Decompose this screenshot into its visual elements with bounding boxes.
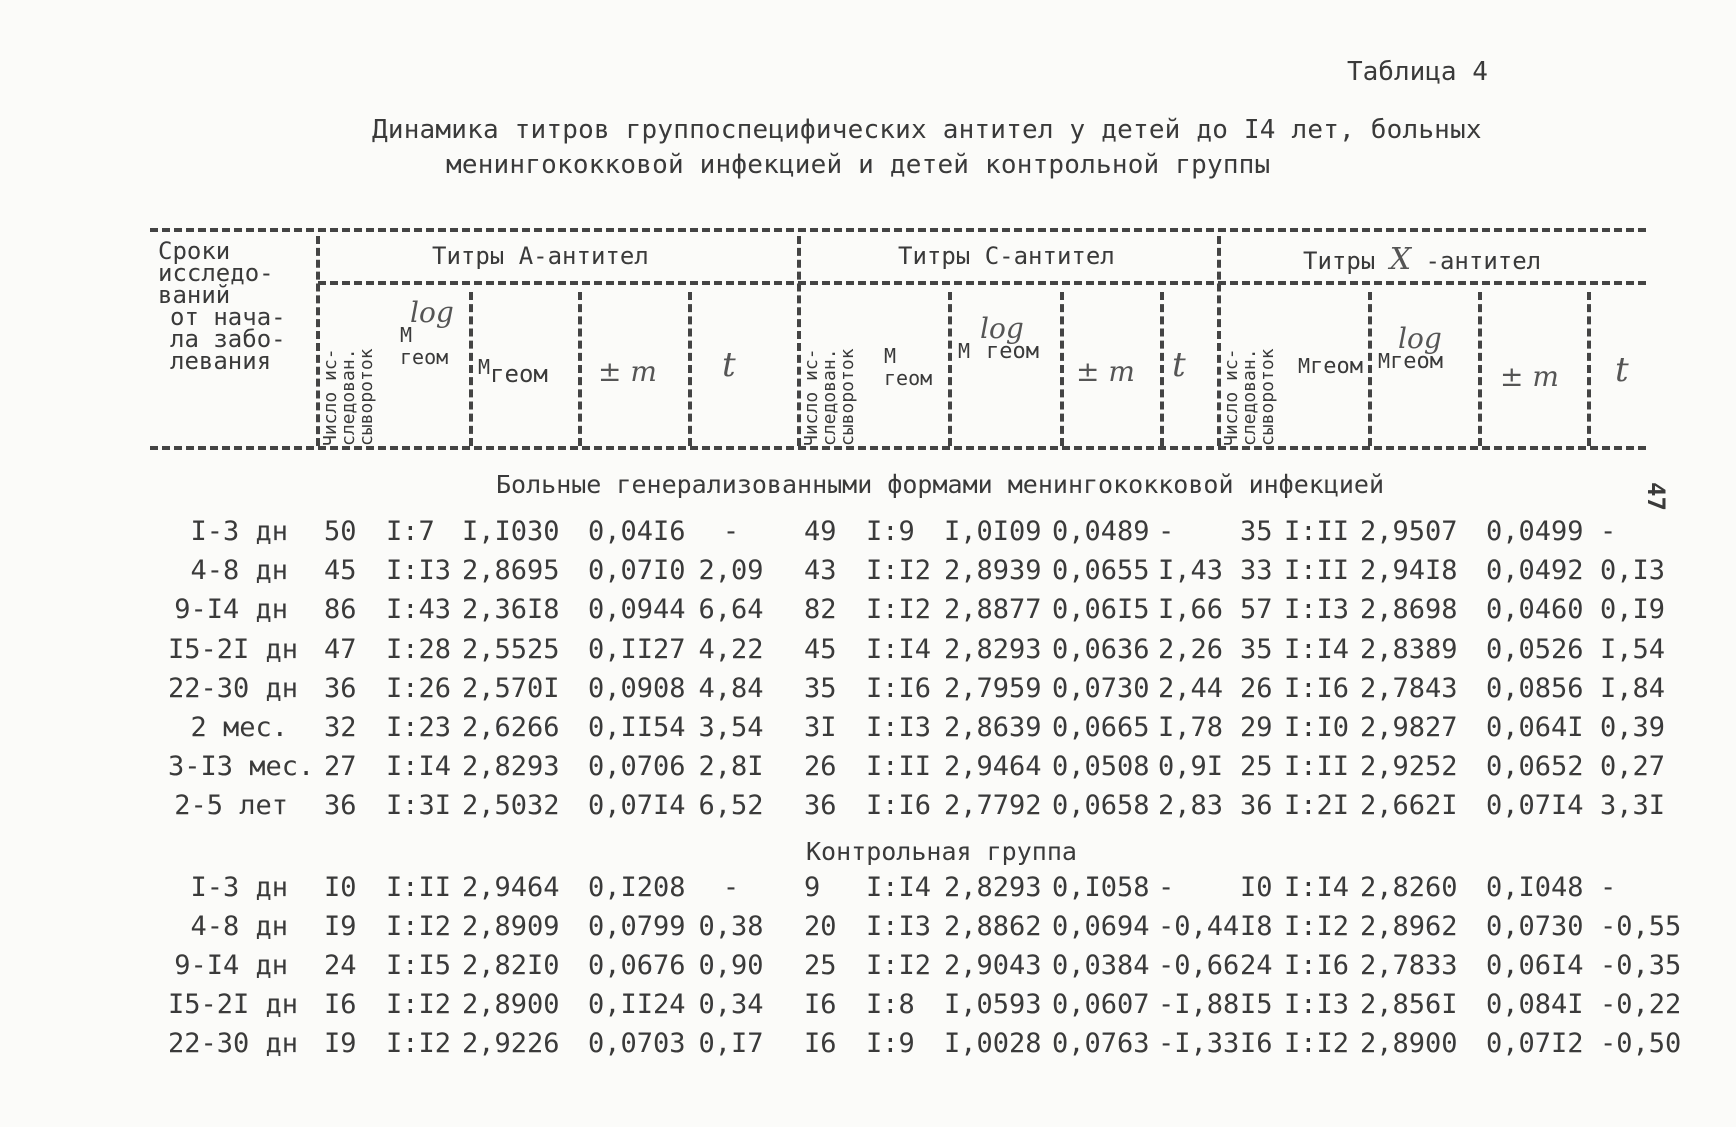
cell-c-pm: 0,0384 xyxy=(1052,950,1150,981)
patients-table-row xyxy=(0,790,1736,828)
cell-c-pm: 0,0508 xyxy=(1052,751,1150,783)
cell-c-pm: 0,I058 xyxy=(1052,872,1150,903)
cell-x-pm: 0,0652 xyxy=(1486,751,1584,783)
cell-term: 3-I3 мес. xyxy=(168,751,315,783)
term-header xyxy=(158,237,286,375)
count-header-x: Число ис- следован. сывороток xyxy=(1221,348,1278,446)
cell-c-m: I:I6 xyxy=(866,790,932,822)
cell-x-log: 2,8389 xyxy=(1360,633,1458,665)
cell-x-n: 35 xyxy=(1240,633,1273,665)
cell-a-pm: 0,0706 xyxy=(588,751,686,783)
cell-c-pm: 0,0665 xyxy=(1052,712,1150,743)
cell-term: 22-30 дн xyxy=(168,672,299,704)
cell-x-n: I8 xyxy=(1240,911,1273,942)
term-header-line: ваний xyxy=(158,281,231,309)
cell-c-pm: 0,0763 xyxy=(1052,1028,1150,1059)
column-separator xyxy=(1368,292,1372,446)
cell-a-m: I:I3 xyxy=(386,555,452,587)
cell-a-log: 2,8695 xyxy=(462,555,560,587)
cell-x-n: I0 xyxy=(1240,872,1273,903)
cell-a-n: 27 xyxy=(324,751,357,783)
cell-x-pm: 0,0526 xyxy=(1486,633,1584,665)
column-separator xyxy=(578,292,582,446)
cell-a-n: 24 xyxy=(324,950,357,981)
cell-x-m: I:I2 xyxy=(1284,911,1350,942)
cell-a-t: 0,38 xyxy=(698,911,764,942)
cell-x-n: 35 xyxy=(1240,516,1273,547)
m-label: M xyxy=(1298,354,1311,378)
cell-c-m: I:I4 xyxy=(866,633,932,665)
patients-table-row xyxy=(0,516,1736,554)
cell-c-t: - xyxy=(1158,872,1175,903)
cell-x-n: 36 xyxy=(1240,790,1273,822)
cell-c-n: 82 xyxy=(804,594,837,626)
cell-c-pm: 0,0658 xyxy=(1052,790,1150,822)
cell-c-log: 2,8877 xyxy=(944,594,1042,626)
cell-term: 9-I4 дн xyxy=(174,594,288,626)
cell-x-log: 2,8698 xyxy=(1360,594,1458,626)
cell-a-t: 4,22 xyxy=(698,633,764,665)
cell-c-n: 3I xyxy=(804,712,837,743)
geom-label: геом xyxy=(400,345,449,369)
cell-x-log: 2,8260 xyxy=(1360,872,1458,903)
cell-a-log: 2,82I0 xyxy=(462,950,560,981)
cell-x-pm: 0,06I4 xyxy=(1486,950,1584,981)
cell-a-m: I:3I xyxy=(386,790,452,822)
cell-a-log: 2,8293 xyxy=(462,751,560,783)
cell-c-log: 2,8939 xyxy=(944,555,1042,587)
cell-a-m: I:23 xyxy=(386,712,452,743)
cell-x-m: I:I2 xyxy=(1284,1028,1350,1059)
cell-a-t: 2,8I xyxy=(698,751,764,783)
m-label: M xyxy=(400,323,413,347)
cell-a-m: I:I2 xyxy=(386,989,452,1020)
cell-c-pm: 0,0730 xyxy=(1052,672,1150,704)
cell-c-n: 9 xyxy=(804,872,821,903)
cell-x-pm: 0,I048 xyxy=(1486,872,1584,903)
cell-a-n: I9 xyxy=(324,911,357,942)
cell-x-n: I5 xyxy=(1240,989,1273,1020)
geom-label: геом xyxy=(1310,354,1364,379)
cell-a-pm: 0,04I6 xyxy=(588,516,686,547)
column-separator xyxy=(948,292,952,446)
cell-a-t: - xyxy=(722,516,740,547)
cell-x-pm: 0,0492 xyxy=(1486,555,1584,587)
pm-header-c: ± m xyxy=(1076,355,1135,388)
cell-c-t: I,78 xyxy=(1158,712,1224,743)
table-title-line1: Динамика титров группоспецифических антител у детей до I4 лет, больных xyxy=(372,115,1482,145)
cell-c-log: 2,7792 xyxy=(944,790,1042,822)
cell-a-log: 2,9226 xyxy=(462,1028,560,1059)
cell-a-n: 45 xyxy=(324,555,357,587)
cell-x-m: I:I6 xyxy=(1284,672,1350,704)
cell-x-log: 2,9507 xyxy=(1360,516,1458,547)
term-header-line: от нача- xyxy=(170,303,286,331)
cell-c-pm: 0,06I5 xyxy=(1052,594,1150,626)
cell-x-log: 2,8962 xyxy=(1360,911,1458,942)
cell-c-t: -0,66 xyxy=(1158,950,1240,981)
cell-c-t: I,66 xyxy=(1158,594,1224,626)
column-separator xyxy=(1060,292,1064,446)
t-header-x: t xyxy=(1615,350,1629,390)
cell-c-pm: 0,0694 xyxy=(1052,911,1150,942)
cell-c-t: I,43 xyxy=(1158,555,1224,587)
cell-c-pm: 0,0489 xyxy=(1052,516,1150,547)
cell-c-n: 25 xyxy=(804,950,837,981)
cell-x-pm: 0,064I xyxy=(1486,712,1584,743)
term-header-line: Сроки xyxy=(158,237,231,265)
cell-x-t: 0,27 xyxy=(1600,751,1666,783)
cell-a-pm: 0,0676 xyxy=(588,950,686,981)
table-caption: Таблица 4 xyxy=(1347,57,1488,87)
cell-a-pm: 0,II27 xyxy=(588,633,686,665)
cell-x-m: I:2I xyxy=(1284,790,1350,822)
cell-c-t: -I,33 xyxy=(1158,1028,1240,1059)
cell-x-m: I:I0 xyxy=(1284,712,1350,743)
header-top-rule xyxy=(150,228,1646,232)
cell-c-m: I:I2 xyxy=(866,950,932,981)
cell-a-pm: 0,0908 xyxy=(588,672,686,704)
cell-x-log: 2,9252 xyxy=(1360,751,1458,783)
cell-c-log: I,0028 xyxy=(944,1028,1042,1059)
cell-c-n: 49 xyxy=(804,516,837,547)
cell-x-m: I:II xyxy=(1284,751,1350,783)
cell-a-log: 2,8909 xyxy=(462,911,560,942)
cell-x-t: - xyxy=(1600,872,1617,903)
cell-a-pm: 0,II24 xyxy=(588,989,686,1020)
cell-a-pm: 0,0944 xyxy=(588,594,686,626)
group-header-a: Титры А-антител xyxy=(432,242,649,270)
cell-c-pm: 0,0607 xyxy=(1052,989,1150,1020)
cell-a-t: 4,84 xyxy=(698,672,764,704)
cell-c-n: 35 xyxy=(804,672,837,704)
cell-x-log: 2,662I xyxy=(1360,790,1458,822)
header-bottom-rule xyxy=(150,446,1646,450)
m-label: M xyxy=(478,355,491,379)
cell-a-pm: 0,II54 xyxy=(588,712,686,743)
cell-a-log: 2,9464 xyxy=(462,872,560,903)
cell-a-m: I:I2 xyxy=(386,1028,452,1059)
cell-c-n: 20 xyxy=(804,911,837,942)
cell-x-m: I:I4 xyxy=(1284,633,1350,665)
cell-x-pm: 0,07I4 xyxy=(1486,790,1584,822)
cell-c-n: I6 xyxy=(804,1028,837,1059)
cell-c-n: 45 xyxy=(804,633,837,665)
control-table-row xyxy=(0,1028,1736,1066)
cell-a-m: I:26 xyxy=(386,672,452,704)
cell-c-t: -I,88 xyxy=(1158,989,1240,1020)
group-header-x xyxy=(1303,242,1541,277)
patients-table-row xyxy=(0,555,1736,593)
cell-x-t: 0,I9 xyxy=(1600,594,1666,626)
geom-label: геом xyxy=(490,360,548,388)
cell-x-log: 2,8900 xyxy=(1360,1028,1458,1059)
t-header-c: t xyxy=(1172,345,1186,385)
cell-x-t: 0,39 xyxy=(1600,712,1666,743)
cell-c-t: 2,44 xyxy=(1158,672,1224,704)
cell-term: I5-2I дн xyxy=(168,633,299,665)
cell-x-t: -0,35 xyxy=(1600,950,1682,981)
cell-c-log: 2,7959 xyxy=(944,672,1042,704)
cell-x-log: 2,94I8 xyxy=(1360,555,1458,587)
cell-c-log: 2,8862 xyxy=(944,911,1042,942)
cell-x-t: I,54 xyxy=(1600,633,1666,665)
cell-c-m: I:I3 xyxy=(866,712,932,743)
column-separator xyxy=(1587,292,1591,446)
header-group-rule xyxy=(318,281,1646,285)
cell-a-n: I6 xyxy=(324,989,357,1020)
control-table-row xyxy=(0,911,1736,949)
log-label: log xyxy=(980,312,1024,345)
cell-c-t: - xyxy=(1158,516,1175,547)
cell-a-log: 2,5032 xyxy=(462,790,560,822)
cell-x-m: I:I3 xyxy=(1284,594,1350,626)
control-table-row xyxy=(0,950,1736,988)
geom-label: геом xyxy=(1390,349,1444,374)
cell-a-n: 86 xyxy=(324,594,357,626)
cell-term: 2 мес. xyxy=(190,712,288,743)
cell-x-pm: 0,0499 xyxy=(1486,516,1584,547)
cell-a-n: 47 xyxy=(324,633,357,665)
cell-x-n: 33 xyxy=(1240,555,1273,587)
cell-a-t: 6,64 xyxy=(698,594,764,626)
cell-x-n: 24 xyxy=(1240,950,1273,981)
cell-c-m: I:8 xyxy=(866,989,915,1020)
cell-term: 4-8 дн xyxy=(190,555,288,587)
cell-x-log: 2,856I xyxy=(1360,989,1458,1020)
group-header-x-suffix: -антител xyxy=(1425,247,1542,275)
cell-c-n: 43 xyxy=(804,555,837,587)
cell-x-pm: 0,084I xyxy=(1486,989,1584,1020)
cell-x-t: I,84 xyxy=(1600,672,1666,704)
log-mgeom-header-c xyxy=(958,312,1040,364)
cell-x-t: -0,22 xyxy=(1600,989,1682,1020)
patients-table-row xyxy=(0,751,1736,789)
cell-term: 4-8 дн xyxy=(190,911,288,942)
cell-c-log: 2,8293 xyxy=(944,872,1042,903)
cell-a-pm: 0,0703 xyxy=(588,1028,686,1059)
cell-a-m: I:I4 xyxy=(386,751,452,783)
cell-c-t: 2,26 xyxy=(1158,633,1224,665)
cell-x-m: I:I3 xyxy=(1284,989,1350,1020)
log-label: log xyxy=(410,296,454,329)
page-number: 47 xyxy=(1642,482,1670,511)
cell-x-t: 3,3I xyxy=(1600,790,1666,822)
cell-c-m: I:I2 xyxy=(866,594,932,626)
cell-a-log: 2,570I xyxy=(462,672,560,704)
log-label: log xyxy=(1398,322,1442,355)
geom-label: геом xyxy=(884,366,933,390)
cell-x-n: 25 xyxy=(1240,751,1273,783)
cell-x-log: 2,9827 xyxy=(1360,712,1458,743)
cell-a-pm: 0,0799 xyxy=(588,911,686,942)
cell-a-n: I0 xyxy=(324,872,357,903)
mgeom-header-a xyxy=(478,355,548,388)
section-heading-control: Контрольная группа xyxy=(806,837,1077,866)
cell-term: I-3 дн xyxy=(190,516,288,547)
cell-a-m: I:43 xyxy=(386,594,452,626)
cell-c-log: 2,8293 xyxy=(944,633,1042,665)
cell-x-pm: 0,07I2 xyxy=(1486,1028,1584,1059)
control-table-row xyxy=(0,989,1736,1027)
cell-term: 22-30 дн xyxy=(168,1028,299,1059)
cell-x-m: I:II xyxy=(1284,555,1350,587)
cell-x-log: 2,7833 xyxy=(1360,950,1458,981)
pm-header-x: ± m xyxy=(1500,360,1559,393)
column-separator xyxy=(688,292,692,446)
cell-a-m: I:28 xyxy=(386,633,452,665)
geom-label: геом xyxy=(986,339,1040,364)
control-table-row xyxy=(0,872,1736,910)
cell-x-m: I:I4 xyxy=(1284,872,1350,903)
term-header-line: исследо- xyxy=(158,259,274,287)
cell-a-m: I:II xyxy=(386,872,452,903)
column-separator xyxy=(1478,292,1482,446)
cell-term: 9-I4 дн xyxy=(174,950,288,981)
cell-a-t: 0,34 xyxy=(698,989,764,1020)
cell-a-n: I9 xyxy=(324,1028,357,1059)
cell-a-pm: 0,07I0 xyxy=(588,555,686,587)
cell-c-log: 2,8639 xyxy=(944,712,1042,743)
group-header-c: Титры С-антител xyxy=(898,242,1115,270)
cell-x-n: 57 xyxy=(1240,594,1273,626)
cell-c-pm: 0,0636 xyxy=(1052,633,1150,665)
cell-a-n: 36 xyxy=(324,672,357,704)
cell-a-t: 0,I7 xyxy=(698,1028,764,1059)
pm-header-a: ± m xyxy=(598,355,657,388)
cell-a-n: 50 xyxy=(324,516,357,547)
cell-x-t: 0,I3 xyxy=(1600,555,1666,587)
cell-x-pm: 0,0730 xyxy=(1486,911,1584,942)
cell-a-log: I,I030 xyxy=(462,516,560,547)
patients-table-row xyxy=(0,712,1736,750)
cell-a-m: I:I2 xyxy=(386,911,452,942)
cell-a-t: 2,09 xyxy=(698,555,764,587)
x-symbol: X xyxy=(1389,242,1412,277)
cell-c-pm: 0,0655 xyxy=(1052,555,1150,587)
cell-a-m: I:7 xyxy=(386,516,435,547)
cell-c-m: I:II xyxy=(866,751,932,783)
cell-c-m: I:9 xyxy=(866,1028,915,1059)
patients-table-row xyxy=(0,594,1736,632)
cell-term: I-3 дн xyxy=(190,872,288,903)
term-header-line: левания xyxy=(170,347,272,375)
section-heading-patients: Больные генерализованными формами менингококковой инфекцией xyxy=(496,470,1385,499)
cell-x-m: I:I6 xyxy=(1284,950,1350,981)
cell-x-pm: 0,0460 xyxy=(1486,594,1584,626)
cell-x-n: 26 xyxy=(1240,672,1273,704)
m-geom-header-x xyxy=(1298,355,1363,378)
cell-x-t: -0,50 xyxy=(1600,1028,1682,1059)
log-mgeom-header-x xyxy=(1378,322,1444,374)
cell-c-m: I:I3 xyxy=(866,911,932,942)
cell-c-t: 2,83 xyxy=(1158,790,1224,822)
cell-a-log: 2,8900 xyxy=(462,989,560,1020)
cell-c-log: 2,9043 xyxy=(944,950,1042,981)
cell-a-log: 2,6266 xyxy=(462,712,560,743)
count-header-a: Число ис- следован. сывороток xyxy=(320,348,377,446)
cell-a-t: - xyxy=(722,872,740,903)
cell-term: 2-5 лет xyxy=(174,790,288,822)
cell-a-n: 36 xyxy=(324,790,357,822)
cell-x-m: I:II xyxy=(1284,516,1350,547)
cell-a-t: 3,54 xyxy=(698,712,764,743)
cell-a-pm: 0,I208 xyxy=(588,872,686,903)
column-separator xyxy=(1160,292,1164,446)
m-label: M xyxy=(958,339,971,363)
group-header-x-prefix: Титры xyxy=(1303,247,1376,275)
count-header-c: Число ис- следован. сывороток xyxy=(801,348,858,446)
t-header-a: t xyxy=(722,345,736,385)
cell-a-pm: 0,07I4 xyxy=(588,790,686,822)
cell-c-n: 36 xyxy=(804,790,837,822)
cell-c-t: 0,9I xyxy=(1158,751,1224,783)
cell-x-log: 2,7843 xyxy=(1360,672,1458,704)
log-m-geom-header-a xyxy=(400,296,454,369)
cell-c-log: 2,9464 xyxy=(944,751,1042,783)
patients-table-row xyxy=(0,634,1736,672)
cell-c-m: I:I4 xyxy=(866,872,932,903)
cell-c-m: I:9 xyxy=(866,516,915,547)
term-header-line: ла забо- xyxy=(170,325,286,353)
cell-a-t: 6,52 xyxy=(698,790,764,822)
cell-term: I5-2I дн xyxy=(168,989,299,1020)
cell-a-n: 32 xyxy=(324,712,357,743)
m-geom-header-c xyxy=(884,345,932,389)
patients-table-row xyxy=(0,673,1736,711)
m-label: M xyxy=(884,344,897,368)
cell-c-log: I,0I09 xyxy=(944,516,1042,547)
cell-c-n: 26 xyxy=(804,751,837,783)
m-label: M xyxy=(1378,349,1391,373)
cell-c-t: -0,44 xyxy=(1158,911,1240,942)
cell-c-n: I6 xyxy=(804,989,837,1020)
cell-c-m: I:I6 xyxy=(866,672,932,704)
cell-a-log: 2,36I8 xyxy=(462,594,560,626)
table-title-line2: менингококковой инфекцией и детей контрольной группы xyxy=(446,150,1271,180)
cell-a-log: 2,5525 xyxy=(462,633,560,665)
column-separator xyxy=(469,292,473,446)
cell-x-n: I6 xyxy=(1240,1028,1273,1059)
cell-c-log: I,0593 xyxy=(944,989,1042,1020)
cell-a-m: I:I5 xyxy=(386,950,452,981)
cell-a-t: 0,90 xyxy=(698,950,764,981)
cell-x-pm: 0,0856 xyxy=(1486,672,1584,704)
cell-x-t: - xyxy=(1600,516,1617,547)
cell-c-m: I:I2 xyxy=(866,555,932,587)
cell-x-t: -0,55 xyxy=(1600,911,1682,942)
cell-x-n: 29 xyxy=(1240,712,1273,743)
